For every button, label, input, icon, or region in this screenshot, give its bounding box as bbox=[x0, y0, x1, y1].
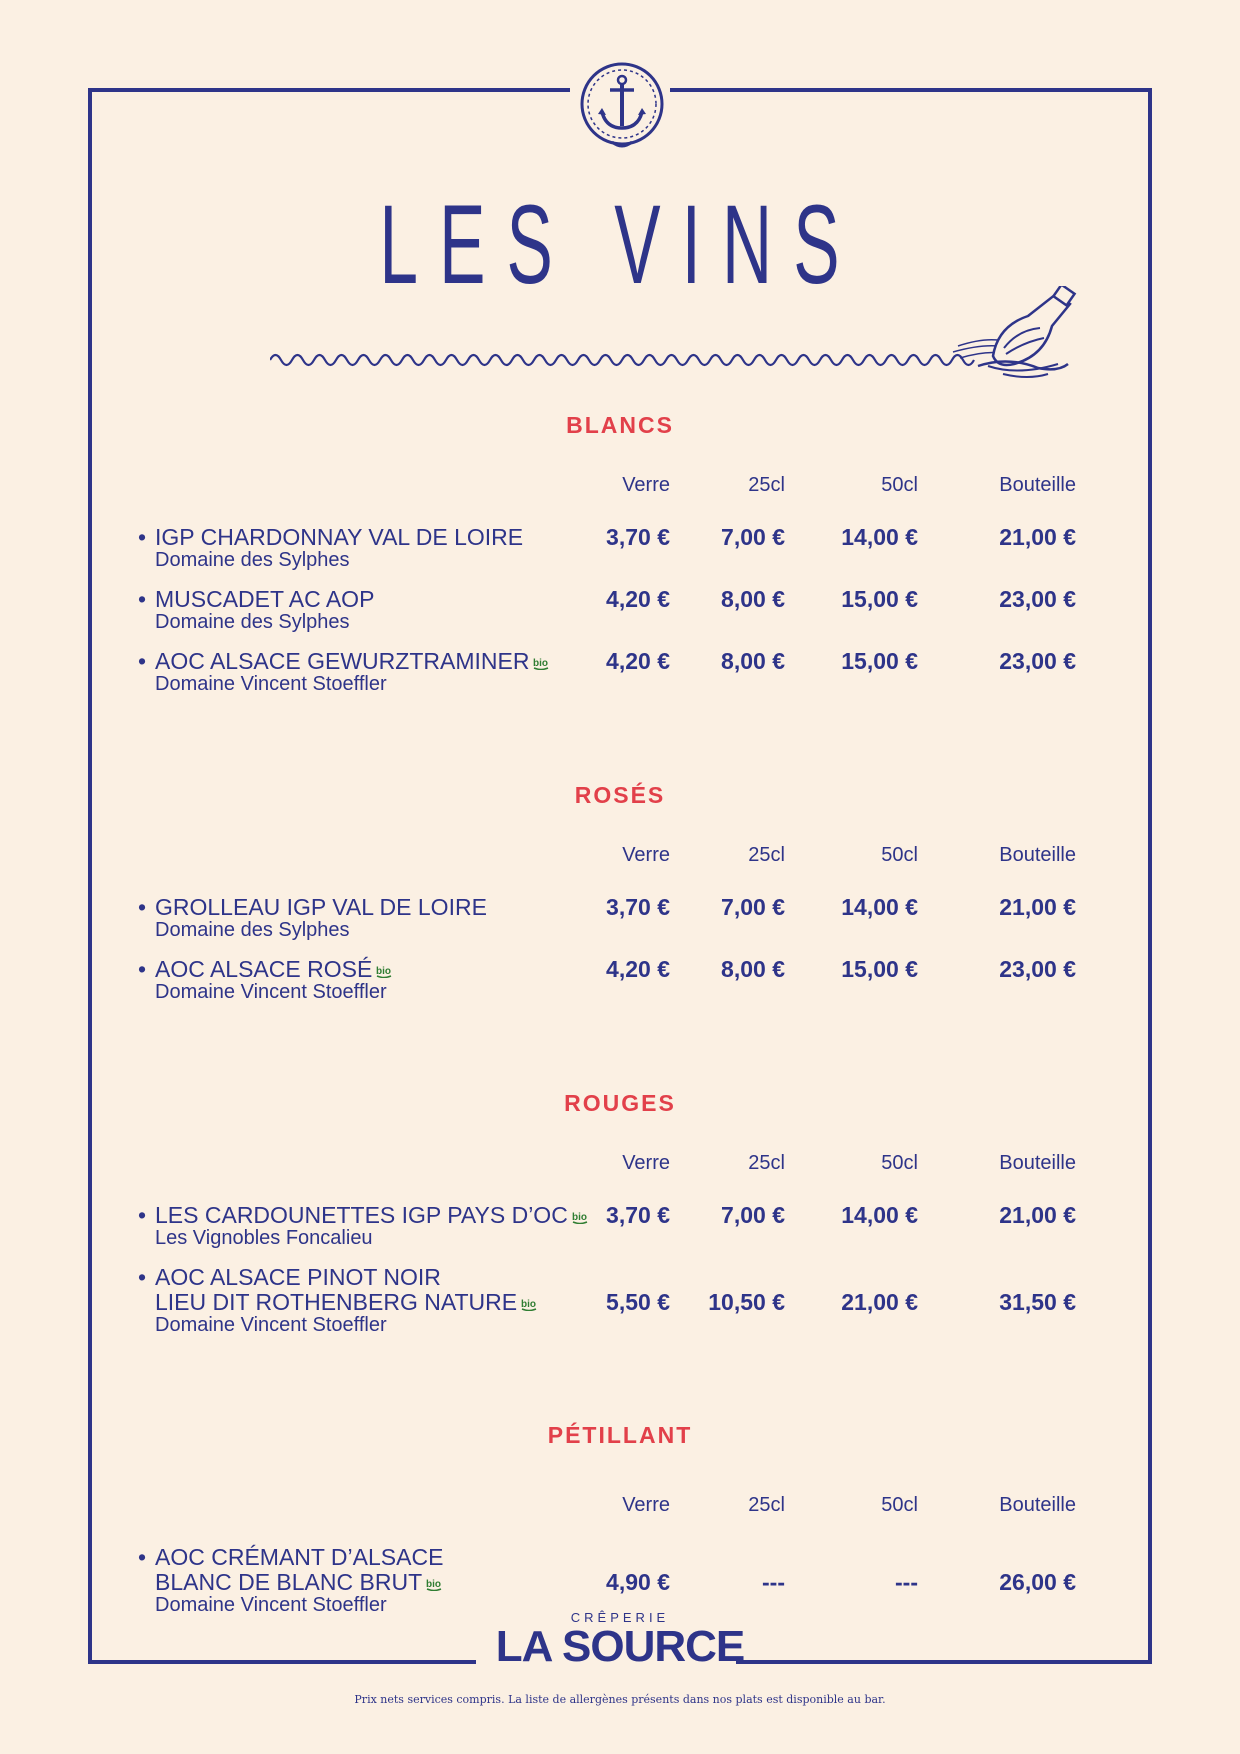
wine-domain: Domaine Vincent Stoeffler bbox=[155, 673, 387, 695]
price-50cl: 21,00 € bbox=[841, 1289, 918, 1315]
bullet: • bbox=[138, 1264, 147, 1290]
logo: LA SOURCE bbox=[495, 1622, 745, 1671]
wine-name-text: GROLLEAU IGP VAL DE LOIRE bbox=[155, 894, 487, 920]
column-header-25cl: 25cl bbox=[748, 1152, 785, 1174]
price-50cl: 15,00 € bbox=[841, 956, 918, 982]
bullet: • bbox=[138, 648, 147, 674]
price-25cl: 7,00 € bbox=[721, 1202, 785, 1228]
wine-item-name bbox=[138, 1264, 558, 1314]
price-25cl: 10,50 € bbox=[708, 1289, 785, 1315]
section-title: PÉTILLANT bbox=[547, 1422, 693, 1448]
wine-item-name bbox=[138, 524, 558, 549]
column-header-50cl: 50cl bbox=[881, 1494, 918, 1516]
bullet: • bbox=[138, 586, 147, 612]
wine-name-text: IGP CHARDONNAY VAL DE LOIRE bbox=[155, 524, 524, 550]
column-header-verre: Verre bbox=[622, 1152, 670, 1174]
price-50cl: 14,00 € bbox=[841, 524, 918, 550]
bio-label: bio bbox=[426, 1578, 442, 1590]
wine-name-text: MUSCADET AC AOP bbox=[155, 586, 375, 612]
wine-domain: Domaine Vincent Stoeffler bbox=[155, 981, 387, 1003]
price-25cl: 7,00 € bbox=[721, 524, 785, 550]
price-verre: 3,70 € bbox=[606, 524, 670, 550]
wine-name-line bbox=[155, 956, 393, 982]
price-50cl: 15,00 € bbox=[841, 648, 918, 674]
wine-name-text: BLANC DE BLANC BRUT bbox=[155, 1569, 423, 1595]
wine-name-line bbox=[155, 1544, 443, 1570]
price-bouteille: 21,00 € bbox=[999, 894, 1076, 920]
price-25cl: 8,00 € bbox=[721, 586, 785, 612]
wine-domain: Domaine des Sylphes bbox=[155, 611, 350, 633]
wine-domain: Domaine des Sylphes bbox=[155, 919, 350, 941]
price-50cl: 14,00 € bbox=[841, 1202, 918, 1228]
wine-domain: Domaine des Sylphes bbox=[155, 549, 350, 571]
price-bouteille: 26,00 € bbox=[999, 1569, 1076, 1595]
column-header-50cl: 50cl bbox=[881, 474, 918, 496]
column-header-bouteille: Bouteille bbox=[999, 474, 1076, 496]
wine-name-line bbox=[155, 586, 374, 612]
wine-item-name bbox=[138, 648, 558, 673]
wine-name-line bbox=[155, 1202, 589, 1228]
section-title: ROUGES bbox=[564, 1090, 676, 1116]
wine-name-text: AOC CRÉMANT D’ALSACE bbox=[155, 1544, 444, 1570]
price-verre: 4,20 € bbox=[606, 586, 670, 612]
price-bouteille: 21,00 € bbox=[999, 524, 1076, 550]
column-header-50cl: 50cl bbox=[881, 844, 918, 866]
wine-item-name bbox=[138, 586, 558, 611]
wine-name-line bbox=[155, 1569, 443, 1595]
column-header-verre: Verre bbox=[622, 844, 670, 866]
price-25cl: 7,00 € bbox=[721, 894, 785, 920]
bio-icon bbox=[425, 1577, 443, 1591]
bio-label: bio bbox=[533, 657, 549, 669]
column-header-25cl: 25cl bbox=[748, 474, 785, 496]
section-title: ROSÉS bbox=[574, 782, 666, 808]
wine-name-text: LIEU DIT ROTHENBERG NATURE bbox=[155, 1289, 518, 1315]
bio-label: bio bbox=[521, 1298, 537, 1310]
price-25cl: --- bbox=[762, 1569, 785, 1595]
wine-item-name bbox=[138, 894, 558, 919]
wine-name-line bbox=[155, 1289, 538, 1315]
wine-name-text: AOC ALSACE ROSÉ bbox=[155, 956, 373, 982]
column-header-25cl: 25cl bbox=[748, 844, 785, 866]
price-bouteille: 23,00 € bbox=[999, 586, 1076, 612]
wine-name-line bbox=[155, 894, 487, 920]
column-header-50cl: 50cl bbox=[881, 1152, 918, 1174]
wine-domain: Domaine Vincent Stoeffler bbox=[155, 1594, 387, 1616]
message-bottle-icon bbox=[948, 286, 1088, 386]
wine-name-line bbox=[155, 648, 550, 674]
price-verre: 4,20 € bbox=[606, 648, 670, 674]
wine-name-text: AOC ALSACE PINOT NOIR bbox=[155, 1264, 441, 1290]
page-title: LES VINS bbox=[379, 182, 861, 307]
wine-name-text: LES CARDOUNETTES IGP PAYS D’OC bbox=[155, 1202, 568, 1228]
price-verre: 3,70 € bbox=[606, 1202, 670, 1228]
wine-domain: Les Vignobles Foncalieu bbox=[155, 1227, 373, 1249]
price-bouteille: 31,50 € bbox=[999, 1289, 1076, 1315]
bullet: • bbox=[138, 1202, 147, 1228]
wine-domain: Domaine Vincent Stoeffler bbox=[155, 1314, 387, 1336]
wine-item-name bbox=[138, 1202, 587, 1228]
column-header-verre: Verre bbox=[622, 474, 670, 496]
price-50cl: 15,00 € bbox=[841, 586, 918, 612]
bullet: • bbox=[138, 894, 147, 920]
price-verre: 5,50 € bbox=[606, 1289, 670, 1315]
column-header-bouteille: Bouteille bbox=[999, 1494, 1076, 1516]
wine-name-text: AOC ALSACE GEWURZTRAMINER bbox=[155, 648, 530, 674]
column-header-bouteille: Bouteille bbox=[999, 844, 1076, 866]
section-title: BLANCS bbox=[566, 412, 674, 438]
bio-label: bio bbox=[571, 1211, 587, 1223]
bullet: • bbox=[138, 956, 147, 982]
footer-note: Prix nets services compris. La liste de allergènes présents dans nos plats est disponible au bar. bbox=[354, 1693, 886, 1706]
wine-name-line bbox=[155, 524, 523, 550]
bio-label: bio bbox=[376, 965, 392, 977]
price-25cl: 8,00 € bbox=[721, 956, 785, 982]
price-50cl: --- bbox=[895, 1569, 918, 1595]
price-bouteille: 23,00 € bbox=[999, 956, 1076, 982]
bio-icon bbox=[375, 964, 393, 978]
price-bouteille: 21,00 € bbox=[999, 1202, 1076, 1228]
logo-subtitle: CRÊPERIE bbox=[570, 1610, 670, 1625]
wine-item-name bbox=[138, 956, 558, 981]
price-verre: 3,70 € bbox=[606, 894, 670, 920]
price-verre: 4,90 € bbox=[606, 1569, 670, 1595]
column-header-bouteille: Bouteille bbox=[999, 1152, 1076, 1174]
bullet: • bbox=[138, 524, 147, 550]
price-verre: 4,20 € bbox=[606, 956, 670, 982]
wine-name-line bbox=[155, 1264, 441, 1290]
anchor-icon bbox=[576, 58, 668, 154]
bullet: • bbox=[138, 1544, 147, 1570]
price-bouteille: 23,00 € bbox=[999, 648, 1076, 674]
price-25cl: 8,00 € bbox=[721, 648, 785, 674]
column-header-25cl: 25cl bbox=[748, 1494, 785, 1516]
price-50cl: 14,00 € bbox=[841, 894, 918, 920]
column-header-verre: Verre bbox=[622, 1494, 670, 1516]
wine-item-name bbox=[138, 1544, 558, 1594]
